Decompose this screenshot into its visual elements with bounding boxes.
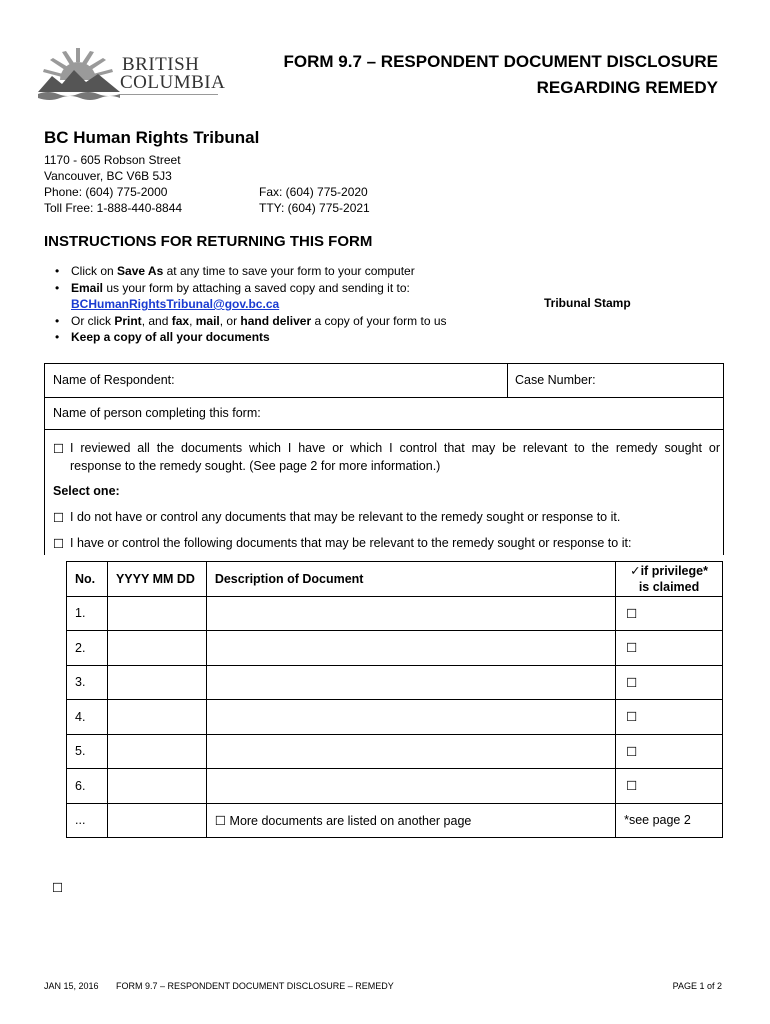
date-cell[interactable] [107,769,206,804]
have-documents-option: I have or control the following documents that may be relevant to the remedy sought or response to it: [70,536,632,550]
table-row [67,596,723,631]
date-cell[interactable] [107,631,206,666]
table-row [67,631,723,666]
description-cell[interactable] [206,596,615,631]
col-privilege-header [616,562,723,597]
table-header-row [67,562,723,597]
date-cell[interactable] [107,700,206,735]
instruction-text: , or [219,313,241,328]
select-one-label: Select one: [53,484,120,498]
instruction-bold: hand deliver [240,313,312,328]
description-cell[interactable] [206,665,615,700]
privilege-header-line2: is claimed [638,579,700,594]
privilege-checkbox[interactable]: ☐ [616,631,723,666]
col-description-header: Description of Document [206,562,615,597]
case-number-label: Case Number: [515,373,596,387]
logo-word-columbia: COLUMBIA [120,72,226,93]
statements-box [44,429,724,555]
instruction-text: , [189,313,196,328]
address-city: Vancouver, BC V6B 5J3 [44,169,172,183]
instruction-print [55,313,447,330]
reviewed-statement-line2: response to the remedy sought. (See page 2 for more information.) [70,459,441,473]
footer-date: JAN 15, 2016 [44,981,99,991]
instruction-text: Or click [71,313,115,328]
instruction-text: us your form by attaching a saved copy and sending it to: [103,280,410,295]
privilege-checkbox[interactable]: ☐ [616,665,723,700]
tty: TTY: (604) 775-2021 [259,201,370,215]
standalone-checkbox[interactable]: ☐ [52,881,64,895]
date-cell[interactable] [107,803,206,838]
row-number: 1. [67,596,108,631]
row-number: 4. [67,700,108,735]
instruction-text: , and [141,313,172,328]
table-row-more [67,803,723,838]
phone: Phone: (604) 775-2000 [44,185,168,199]
date-cell[interactable] [107,734,206,769]
respondent-field-box[interactable] [44,363,724,398]
more-documents-cell [206,803,615,838]
toll-free: Toll Free: 1-888-440-8844 [44,201,183,215]
fax: Fax: (604) 775-2020 [259,185,368,199]
description-cell[interactable] [206,700,615,735]
privilege-header-line1: ✓if privilege* [630,563,708,578]
organization-name: BC Human Rights Tribunal [44,128,260,147]
no-documents-checkbox[interactable]: ☐ [53,511,65,525]
reviewed-checkbox[interactable]: ☐ [53,442,65,456]
instruction-text: Click on [71,264,118,278]
footer-page-number: PAGE 1 of 2 [672,981,722,991]
instruction-keep-copy [55,329,447,346]
tribunal-stamp-label: Tribunal Stamp [544,296,631,310]
footer-form-name: FORM 9.7 – RESPONDENT DOCUMENT DISCLOSURE – REMEDY [116,981,394,991]
date-cell[interactable] [107,596,206,631]
instruction-save [55,263,447,280]
bullet-icon: • [55,280,60,295]
instruction-email-address [55,296,447,313]
more-documents-checkbox[interactable]: ☐ [214,813,227,828]
see-page-note: *see page 2 [616,803,723,838]
instruction-text: at any time to save your form to your computer [163,264,415,278]
row-number: 3. [67,665,108,700]
fax-tty-block [259,184,370,216]
logo-word-british: BRITISH [122,54,200,75]
row-number: 6. [67,769,108,804]
field-divider [507,364,508,397]
form-title-line2: REGARDING REMEDY [536,78,718,97]
form-title-line1: FORM 9.7 – RESPONDENT DOCUMENT DISCLOSURE [283,52,718,71]
bc-logo [38,48,226,104]
row-number: ... [67,803,108,838]
no-documents-option: I do not have or control any documents that may be relevant to the remedy sought or response to it. [70,510,621,524]
address-street: 1170 - 605 Robson Street [44,153,181,167]
documents-table [66,561,723,838]
description-cell[interactable] [206,769,615,804]
privilege-checkbox[interactable]: ☐ [616,596,723,631]
reviewed-statement-line1: I reviewed all the documents which I have or which I control that may be relevant to the remedy sought or [70,441,720,455]
instructions-heading: INSTRUCTIONS FOR RETURNING THIS FORM [44,233,373,250]
instruction-bold: mail [195,313,220,328]
have-documents-checkbox[interactable]: ☐ [53,537,65,551]
bc-sun-mountain-icon [38,48,120,104]
person-completing-field-box[interactable] [44,396,724,430]
description-cell[interactable] [206,734,615,769]
table-row [67,734,723,769]
form-title [284,49,719,101]
instruction-bold: Email [71,280,104,295]
bullet-icon: • [55,313,60,328]
instruction-text: a copy of your form to us [311,313,447,328]
more-documents-label: More documents are listed on another page [229,813,472,828]
address-block [44,152,182,216]
privilege-checkbox[interactable]: ☐ [616,700,723,735]
row-number: 2. [67,631,108,666]
instruction-bold: Print [114,313,142,328]
table-row [67,665,723,700]
bullet-icon: • [55,330,60,344]
table-row [67,769,723,804]
privilege-checkbox[interactable]: ☐ [616,769,723,804]
row-number: 5. [67,734,108,769]
instruction-bold: Keep a copy of all your documents [71,330,270,344]
instruction-bold: Save As [117,264,164,278]
person-completing-label: Name of person completing this form: [53,406,261,420]
col-no-header: No. [67,562,108,597]
col-date-header: YYYY MM DD [107,562,206,597]
table-row [67,700,723,735]
instruction-bold: fax [171,313,190,328]
respondent-label: Name of Respondent: [53,373,175,387]
email-link[interactable]: BCHumanRightsTribunal@gov.bc.ca [71,297,280,311]
logo-rule [120,94,218,95]
privilege-checkbox[interactable]: ☐ [616,734,723,769]
date-cell[interactable] [107,665,206,700]
bullet-icon: • [55,264,60,278]
description-cell[interactable] [206,631,615,666]
instruction-email [55,280,447,297]
instructions-list [55,263,447,346]
